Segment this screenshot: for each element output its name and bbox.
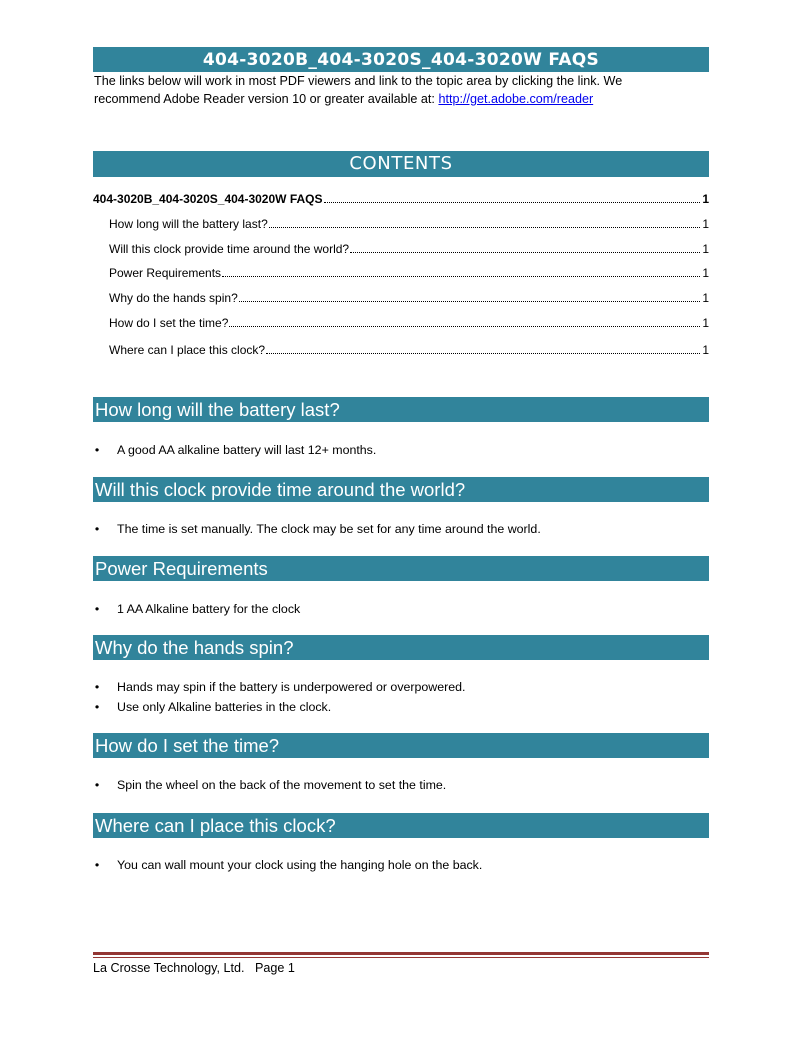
toc-entry-world-time[interactable] — [109, 240, 709, 256]
toc-entry-label: Will this clock provide time around the world? — [109, 242, 350, 256]
toc-entry-label: Why do the hands spin? — [109, 291, 238, 305]
bullet-text: A good AA alkaline battery will last 12+ months. — [117, 443, 377, 457]
toc-leader — [239, 300, 701, 302]
toc-page-number: 1 — [702, 291, 709, 305]
bullet-icon: • — [94, 522, 100, 536]
bullet-icon: • — [94, 778, 100, 792]
bullet-icon: • — [94, 700, 100, 714]
section-heading-set-time: How do I set the time? — [93, 733, 709, 758]
section-heading-hands-spin: Why do the hands spin? — [93, 635, 709, 660]
footer-rule-thick — [93, 952, 709, 955]
toc-leader — [222, 275, 700, 277]
section-heading-battery: How long will the battery last? — [93, 397, 709, 422]
toc-page-number: 1 — [702, 242, 709, 256]
bullet-text: You can wall mount your clock using the hanging hole on the back. — [117, 858, 483, 872]
footer-page-number: Page 1 — [254, 961, 295, 975]
page-footer — [93, 960, 295, 976]
toc-page-number: 1 — [702, 343, 709, 357]
toc-entry-set-time[interactable] — [109, 314, 709, 330]
bullet-icon: • — [94, 858, 100, 872]
intro-paragraph — [94, 72, 710, 108]
bullet-text: 1 AA Alkaline battery for the clock — [117, 602, 301, 616]
toc-entry-label: How long will the battery last? — [109, 217, 268, 231]
intro-text-line1: The links below will work in most PDF viewers and link to the topic area by clicking the link. We — [94, 74, 623, 88]
toc-leader — [229, 325, 700, 327]
toc-entry-label: Where can I place this clock? — [109, 343, 266, 357]
toc-entry-power[interactable] — [109, 264, 709, 280]
bullet-text: Use only Alkaline batteries in the clock. — [117, 700, 332, 714]
toc-entry-label: How do I set the time? — [109, 316, 229, 330]
bullet-text: Hands may spin if the battery is underpowered or overpowered. — [117, 680, 466, 694]
toc-leader — [266, 352, 700, 354]
toc-entry-hands-spin[interactable] — [109, 289, 709, 305]
adobe-reader-link[interactable]: http://get.adobe.com/reader — [438, 92, 594, 106]
toc-leader — [350, 251, 700, 253]
toc-entry-title[interactable] — [93, 190, 709, 206]
toc-entry-placement[interactable] — [109, 341, 709, 357]
toc-page-number: 1 — [702, 266, 709, 280]
toc-leader — [269, 226, 701, 228]
bullet-icon: • — [94, 443, 100, 457]
toc-page-number: 1 — [702, 217, 709, 231]
footer-rule-thin — [93, 957, 709, 958]
section-heading-placement: Where can I place this clock? — [93, 813, 709, 838]
toc-leader — [324, 201, 701, 203]
toc-page-number: 1 — [702, 316, 709, 330]
toc-entry-label: Power Requirements — [109, 266, 222, 280]
document-title: 404-3020B_404-3020S_404-3020W FAQS — [93, 47, 709, 72]
intro-text-line2: recommend Adobe Reader version 10 or greater available at: — [94, 92, 439, 106]
toc-entry-battery[interactable] — [109, 215, 709, 231]
bullet-icon: • — [94, 602, 100, 616]
toc-page-number: 1 — [702, 192, 709, 206]
bullet-text: Spin the wheel on the back of the movement to set the time. — [117, 778, 447, 792]
section-heading-world-time: Will this clock provide time around the world? — [93, 477, 709, 502]
section-heading-power: Power Requirements — [93, 556, 709, 581]
footer-company: La Crosse Technology, Ltd. — [93, 961, 245, 975]
contents-heading: CONTENTS — [93, 151, 709, 177]
toc-entry-label: 404-3020B_404-3020S_404-3020W FAQS — [93, 192, 323, 206]
bullet-icon: • — [94, 680, 100, 694]
bullet-text: The time is set manually. The clock may be set for any time around the world. — [117, 522, 541, 536]
